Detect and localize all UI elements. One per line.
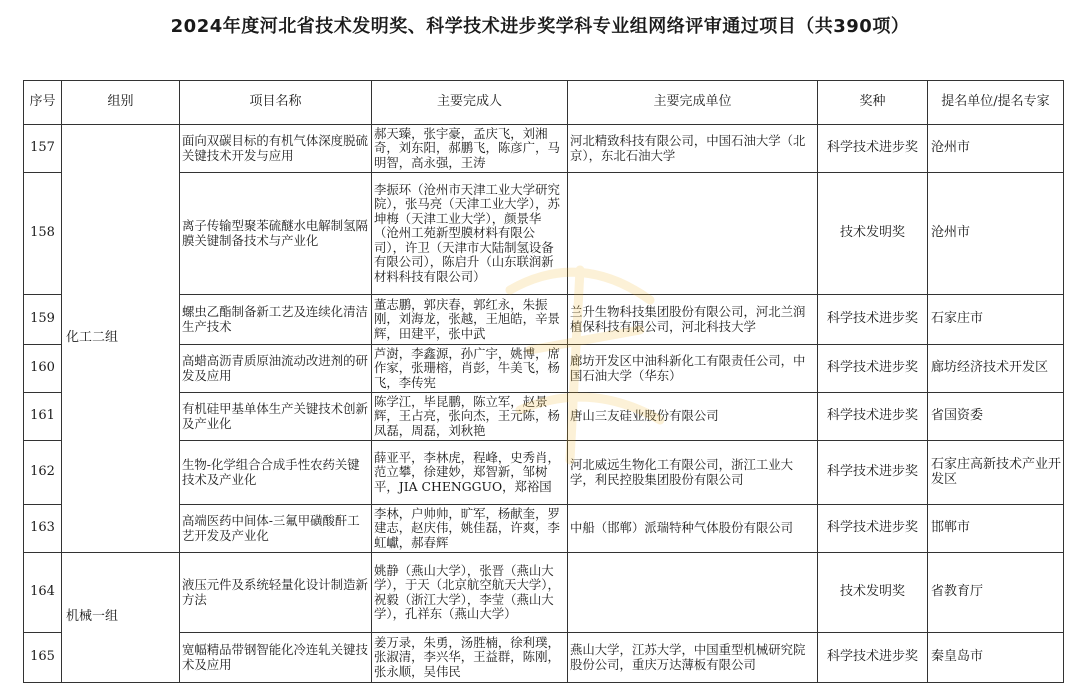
project-name: 螺虫乙酯制备新工艺及连续化清洁生产技术 (180, 295, 372, 345)
award-type: 技术发明奖 (818, 173, 928, 295)
main-units: 兰升生物科技集团股份有限公司，河北兰润植保科技有限公司，河北科技大学 (568, 295, 818, 345)
main-units (568, 553, 818, 633)
table-row (24, 633, 1064, 683)
row-num: 165 (24, 633, 62, 683)
main-units: 中船（邯郸）派瑞特种气体股份有限公司 (568, 505, 818, 553)
row-num: 163 (24, 505, 62, 553)
main-people: 薛亚平，李林虎，程峰，史秀肖，范立攀，徐建妙，郑智新，邹树平，JIA CHENGGUO，郑裕国 (372, 441, 568, 505)
row-num: 161 (24, 393, 62, 441)
row-num: 157 (24, 125, 62, 173)
main-units: 燕山大学，江苏大学，中国重型机械研究院股份公司，重庆万达薄板有限公司 (568, 633, 818, 683)
nominator: 沧州市 (928, 173, 1064, 295)
table-row (24, 393, 1064, 441)
main-units: 河北精致科技有限公司，中国石油大学（北京），东北石油大学 (568, 125, 818, 173)
award-type: 技术发明奖 (818, 553, 928, 633)
header-project-name: 项目名称 (180, 81, 372, 125)
award-type: 科学技术进步奖 (818, 345, 928, 393)
header-nominator: 提名单位/提名专家 (928, 81, 1064, 125)
main-units: 河北威远生物化工有限公司，浙江工业大学，利民控股集团股份有限公司 (568, 441, 818, 505)
header-num: 序号 (24, 81, 62, 125)
group-cell: 机械一组 (62, 553, 180, 683)
project-name: 宽幅精品带钢智能化冷连轧关键技术及应用 (180, 633, 372, 683)
award-type: 科学技术进步奖 (818, 125, 928, 173)
table-row (24, 441, 1064, 505)
project-name: 生物-化学组合合成手性农药关键技术及产业化 (180, 441, 372, 505)
nominator: 沧州市 (928, 125, 1064, 173)
header-row (24, 81, 1064, 125)
page-title: 2024年度河北省技术发明奖、科学技术进步奖学科专业组网络评审通过项目（共390项） (170, 16, 910, 37)
nominator: 石家庄市 (928, 295, 1064, 345)
award-type: 科学技术进步奖 (818, 505, 928, 553)
table-row (24, 505, 1064, 553)
row-num: 162 (24, 441, 62, 505)
group-cell: 化工二组 (62, 125, 180, 553)
award-type: 科学技术进步奖 (818, 393, 928, 441)
main-units: 廊坊开发区中油科新化工有限责任公司，中国石油大学（华东） (568, 345, 818, 393)
header-award: 奖种 (818, 81, 928, 125)
nominator: 石家庄高新技术产业开发区 (928, 441, 1064, 505)
nominator: 省国资委 (928, 393, 1064, 441)
project-name: 液压元件及系统轻量化设计制造新方法 (180, 553, 372, 633)
main-units: 唐山三友硅业股份有限公司 (568, 393, 818, 441)
nominator: 省教育厅 (928, 553, 1064, 633)
award-type: 科学技术进步奖 (818, 441, 928, 505)
header-group: 组别 (62, 81, 180, 125)
nominator: 廊坊经济技术开发区 (928, 345, 1064, 393)
main-people: 郝天臻，张宇豪，孟庆飞，刘湘奇，刘东阳，郝鹏飞，陈彦广，马明智，高永强，王涛 (372, 125, 568, 173)
main-people: 芦澍，李鑫源，孙广宇，姚博，席作家，张珊榕，肖彭，牛美飞，杨飞，李传宪 (372, 345, 568, 393)
row-num: 160 (24, 345, 62, 393)
main-people: 李林，户帅帅，旷军，杨献奎，罗建志，赵庆伟，姚佳磊，许爽，李虹巘，郝春辉 (372, 505, 568, 553)
project-name: 面向双碳目标的有机气体深度脱硫关键技术开发与应用 (180, 125, 372, 173)
main-units (568, 173, 818, 295)
table-row (24, 173, 1064, 295)
nominator: 秦皇岛市 (928, 633, 1064, 683)
nominator: 邯郸市 (928, 505, 1064, 553)
row-num: 164 (24, 553, 62, 633)
table-row (24, 553, 1064, 633)
table-row (24, 125, 1064, 173)
main-people: 董志鹏，郭庆春，郭红永，朱振刚，刘海龙，张越，王旭皓，辛景辉，田建平，张中武 (372, 295, 568, 345)
project-name: 高端医药中间体-三氟甲磺酸酐工艺开发及产业化 (180, 505, 372, 553)
table-row (24, 295, 1064, 345)
project-name: 有机硅甲基单体生产关键技术创新及产业化 (180, 393, 372, 441)
main-people: 陈学江，毕昆鹏，陈立军，赵景辉，王占亮，张向杰，王元陈，杨凤磊，周磊，刘秋艳 (372, 393, 568, 441)
row-num: 158 (24, 173, 62, 295)
award-type: 科学技术进步奖 (818, 295, 928, 345)
results-table (23, 80, 1064, 683)
header-units: 主要完成单位 (568, 81, 818, 125)
table-row (24, 345, 1064, 393)
row-num: 159 (24, 295, 62, 345)
main-people: 李振环（沧州市天津工业大学研究院），张马亮（天津工业大学），苏坤梅（天津工业大学），颜景华（沧州工苑新型膜材料有限公司），许卫（天津市大陆制氢设备有限公司），陈启升（山东联润新材料科技有限公司） (372, 173, 568, 295)
main-people: 姜万录，朱勇，汤胜楠，徐利璞，张淑清，李兴华，王益群，陈刚，张永顺，吴伟民 (372, 633, 568, 683)
main-people: 姚静（燕山大学），张晋（燕山大学），于天（北京航空航天大学），祝毅（浙江大学），李莹（燕山大学），孔祥东（燕山大学） (372, 553, 568, 633)
project-name: 离子传输型聚苯硫醚水电解制氢隔膜关键制备技术与产业化 (180, 173, 372, 295)
project-name: 高蜡高沥青质原油流动改进剂的研发及应用 (180, 345, 372, 393)
header-people: 主要完成人 (372, 81, 568, 125)
award-type: 科学技术进步奖 (818, 633, 928, 683)
